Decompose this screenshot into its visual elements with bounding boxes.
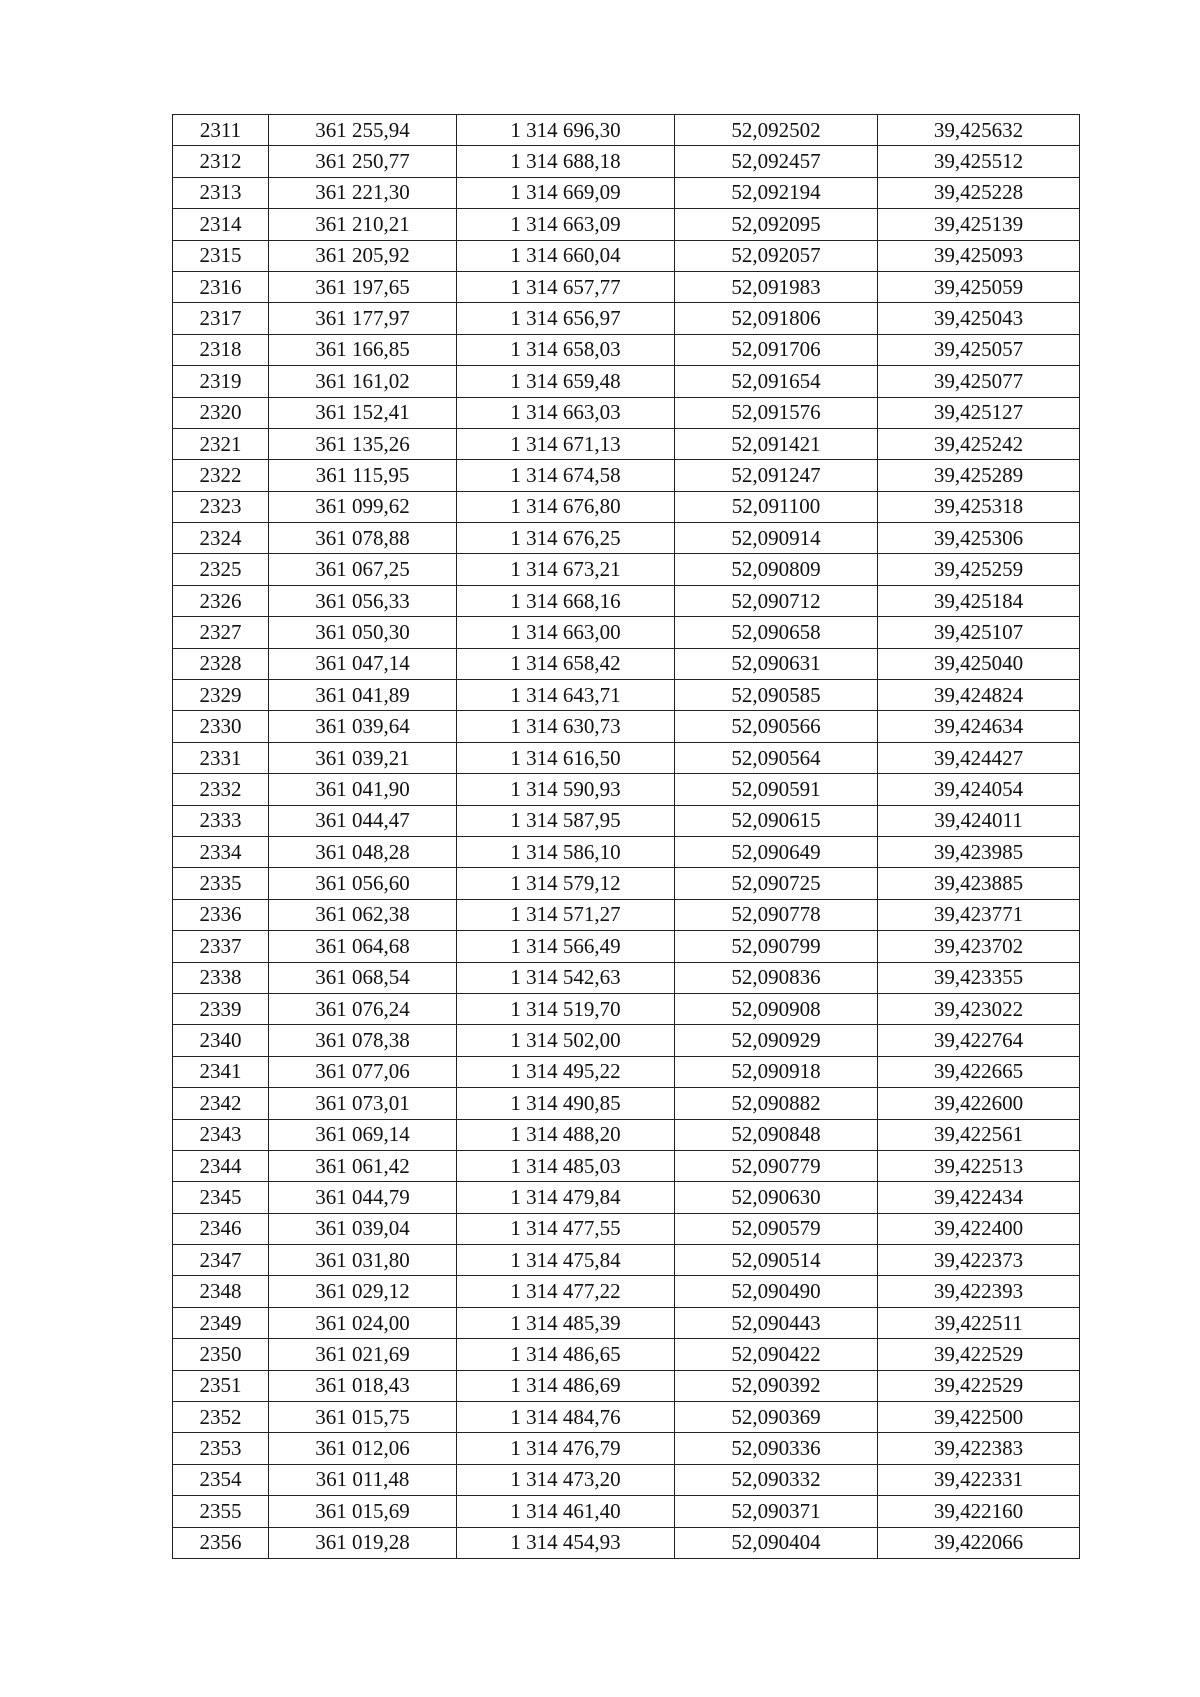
y-coordinate-cell: 1 314 485,03 — [457, 1150, 675, 1181]
table-row — [173, 1025, 1080, 1056]
table-row — [173, 1496, 1080, 1527]
longitude-cell: 39,424634 — [878, 711, 1080, 742]
point-number-cell: 2335 — [173, 868, 269, 899]
y-coordinate-cell: 1 314 616,50 — [457, 742, 675, 773]
point-number-cell: 2338 — [173, 962, 269, 993]
latitude-cell: 52,090649 — [675, 836, 878, 867]
x-coordinate-cell: 361 166,85 — [269, 334, 457, 365]
longitude-cell: 39,424824 — [878, 680, 1080, 711]
x-coordinate-cell: 361 177,97 — [269, 303, 457, 334]
longitude-cell: 39,425259 — [878, 554, 1080, 585]
point-number-cell: 2346 — [173, 1213, 269, 1244]
y-coordinate-cell: 1 314 488,20 — [457, 1119, 675, 1150]
table-row — [173, 146, 1080, 177]
y-coordinate-cell: 1 314 657,77 — [457, 271, 675, 302]
longitude-cell: 39,422373 — [878, 1245, 1080, 1276]
point-number-cell: 2328 — [173, 648, 269, 679]
point-number-cell: 2323 — [173, 491, 269, 522]
x-coordinate-cell: 361 044,79 — [269, 1182, 457, 1213]
latitude-cell: 52,091806 — [675, 303, 878, 334]
table-row — [173, 460, 1080, 491]
longitude-cell: 39,423885 — [878, 868, 1080, 899]
latitude-cell: 52,091983 — [675, 271, 878, 302]
point-number-cell: 2343 — [173, 1119, 269, 1150]
x-coordinate-cell: 361 135,26 — [269, 428, 457, 459]
table-row — [173, 1182, 1080, 1213]
point-number-cell: 2339 — [173, 993, 269, 1024]
longitude-cell: 39,423702 — [878, 931, 1080, 962]
y-coordinate-cell: 1 314 696,30 — [457, 115, 675, 146]
x-coordinate-cell: 361 061,42 — [269, 1150, 457, 1181]
longitude-cell: 39,424427 — [878, 742, 1080, 773]
y-coordinate-cell: 1 314 490,85 — [457, 1088, 675, 1119]
longitude-cell: 39,425043 — [878, 303, 1080, 334]
x-coordinate-cell: 361 078,88 — [269, 523, 457, 554]
point-number-cell: 2354 — [173, 1464, 269, 1495]
longitude-cell: 39,425289 — [878, 460, 1080, 491]
longitude-cell: 39,425059 — [878, 271, 1080, 302]
point-number-cell: 2352 — [173, 1402, 269, 1433]
longitude-cell: 39,422331 — [878, 1464, 1080, 1495]
table-row — [173, 115, 1080, 146]
table-row — [173, 836, 1080, 867]
longitude-cell: 39,425318 — [878, 491, 1080, 522]
latitude-cell: 52,090585 — [675, 680, 878, 711]
y-coordinate-cell: 1 314 668,16 — [457, 585, 675, 616]
longitude-cell: 39,425057 — [878, 334, 1080, 365]
point-number-cell: 2321 — [173, 428, 269, 459]
table-row — [173, 491, 1080, 522]
longitude-cell: 39,425077 — [878, 366, 1080, 397]
x-coordinate-cell: 361 015,69 — [269, 1496, 457, 1527]
table-row — [173, 993, 1080, 1024]
point-number-cell: 2356 — [173, 1527, 269, 1558]
latitude-cell: 52,090404 — [675, 1527, 878, 1558]
coordinates-table-body — [173, 115, 1080, 1559]
point-number-cell: 2344 — [173, 1150, 269, 1181]
table-row — [173, 742, 1080, 773]
longitude-cell: 39,424011 — [878, 805, 1080, 836]
point-number-cell: 2345 — [173, 1182, 269, 1213]
y-coordinate-cell: 1 314 676,25 — [457, 523, 675, 554]
table-row — [173, 1307, 1080, 1338]
x-coordinate-cell: 361 210,21 — [269, 209, 457, 240]
table-row — [173, 962, 1080, 993]
point-number-cell: 2334 — [173, 836, 269, 867]
longitude-cell: 39,425228 — [878, 177, 1080, 208]
x-coordinate-cell: 361 115,95 — [269, 460, 457, 491]
longitude-cell: 39,422383 — [878, 1433, 1080, 1464]
y-coordinate-cell: 1 314 673,21 — [457, 554, 675, 585]
latitude-cell: 52,090392 — [675, 1370, 878, 1401]
latitude-cell: 52,090712 — [675, 585, 878, 616]
latitude-cell: 52,090658 — [675, 617, 878, 648]
table-row — [173, 648, 1080, 679]
x-coordinate-cell: 361 255,94 — [269, 115, 457, 146]
latitude-cell: 52,090779 — [675, 1150, 878, 1181]
y-coordinate-cell: 1 314 656,97 — [457, 303, 675, 334]
y-coordinate-cell: 1 314 473,20 — [457, 1464, 675, 1495]
x-coordinate-cell: 361 205,92 — [269, 240, 457, 271]
table-row — [173, 177, 1080, 208]
longitude-cell: 39,425184 — [878, 585, 1080, 616]
point-number-cell: 2322 — [173, 460, 269, 491]
longitude-cell: 39,425306 — [878, 523, 1080, 554]
longitude-cell: 39,422529 — [878, 1370, 1080, 1401]
longitude-cell: 39,422393 — [878, 1276, 1080, 1307]
y-coordinate-cell: 1 314 663,03 — [457, 397, 675, 428]
latitude-cell: 52,090908 — [675, 993, 878, 1024]
y-coordinate-cell: 1 314 502,00 — [457, 1025, 675, 1056]
table-row — [173, 680, 1080, 711]
table-row — [173, 931, 1080, 962]
x-coordinate-cell: 361 039,64 — [269, 711, 457, 742]
table-row — [173, 1370, 1080, 1401]
latitude-cell: 52,092194 — [675, 177, 878, 208]
y-coordinate-cell: 1 314 674,58 — [457, 460, 675, 491]
point-number-cell: 2351 — [173, 1370, 269, 1401]
longitude-cell: 39,424054 — [878, 774, 1080, 805]
latitude-cell: 52,092457 — [675, 146, 878, 177]
table-row — [173, 1527, 1080, 1558]
point-number-cell: 2314 — [173, 209, 269, 240]
y-coordinate-cell: 1 314 477,55 — [457, 1213, 675, 1244]
table-row — [173, 899, 1080, 930]
longitude-cell: 39,425632 — [878, 115, 1080, 146]
latitude-cell: 52,090369 — [675, 1402, 878, 1433]
y-coordinate-cell: 1 314 477,22 — [457, 1276, 675, 1307]
latitude-cell: 52,090332 — [675, 1464, 878, 1495]
point-number-cell: 2353 — [173, 1433, 269, 1464]
y-coordinate-cell: 1 314 671,13 — [457, 428, 675, 459]
table-row — [173, 1276, 1080, 1307]
latitude-cell: 52,092057 — [675, 240, 878, 271]
x-coordinate-cell: 361 050,30 — [269, 617, 457, 648]
x-coordinate-cell: 361 041,90 — [269, 774, 457, 805]
table-row — [173, 1433, 1080, 1464]
longitude-cell: 39,423771 — [878, 899, 1080, 930]
x-coordinate-cell: 361 021,69 — [269, 1339, 457, 1370]
table-row — [173, 1150, 1080, 1181]
table-row — [173, 1088, 1080, 1119]
table-row — [173, 1402, 1080, 1433]
table-row — [173, 334, 1080, 365]
latitude-cell: 52,090579 — [675, 1213, 878, 1244]
latitude-cell: 52,090914 — [675, 523, 878, 554]
point-number-cell: 2330 — [173, 711, 269, 742]
longitude-cell: 39,422511 — [878, 1307, 1080, 1338]
y-coordinate-cell: 1 314 479,84 — [457, 1182, 675, 1213]
table-row — [173, 303, 1080, 334]
x-coordinate-cell: 361 015,75 — [269, 1402, 457, 1433]
x-coordinate-cell: 361 069,14 — [269, 1119, 457, 1150]
x-coordinate-cell: 361 012,06 — [269, 1433, 457, 1464]
table-row — [173, 868, 1080, 899]
x-coordinate-cell: 361 048,28 — [269, 836, 457, 867]
longitude-cell: 39,423985 — [878, 836, 1080, 867]
longitude-cell: 39,422400 — [878, 1213, 1080, 1244]
latitude-cell: 52,091654 — [675, 366, 878, 397]
point-number-cell: 2311 — [173, 115, 269, 146]
longitude-cell: 39,425139 — [878, 209, 1080, 240]
x-coordinate-cell: 361 077,06 — [269, 1056, 457, 1087]
y-coordinate-cell: 1 314 688,18 — [457, 146, 675, 177]
x-coordinate-cell: 361 039,04 — [269, 1213, 457, 1244]
latitude-cell: 52,090422 — [675, 1339, 878, 1370]
y-coordinate-cell: 1 314 587,95 — [457, 805, 675, 836]
y-coordinate-cell: 1 314 486,65 — [457, 1339, 675, 1370]
y-coordinate-cell: 1 314 579,12 — [457, 868, 675, 899]
point-number-cell: 2318 — [173, 334, 269, 365]
longitude-cell: 39,422600 — [878, 1088, 1080, 1119]
y-coordinate-cell: 1 314 658,03 — [457, 334, 675, 365]
longitude-cell: 39,425093 — [878, 240, 1080, 271]
x-coordinate-cell: 361 018,43 — [269, 1370, 457, 1401]
x-coordinate-cell: 361 250,77 — [269, 146, 457, 177]
table-row — [173, 366, 1080, 397]
y-coordinate-cell: 1 314 484,76 — [457, 1402, 675, 1433]
latitude-cell: 52,090336 — [675, 1433, 878, 1464]
point-number-cell: 2331 — [173, 742, 269, 773]
point-number-cell: 2355 — [173, 1496, 269, 1527]
table-row — [173, 1464, 1080, 1495]
latitude-cell: 52,091247 — [675, 460, 878, 491]
y-coordinate-cell: 1 314 586,10 — [457, 836, 675, 867]
table-row — [173, 1339, 1080, 1370]
table-row — [173, 523, 1080, 554]
x-coordinate-cell: 361 039,21 — [269, 742, 457, 773]
latitude-cell: 52,091421 — [675, 428, 878, 459]
latitude-cell: 52,090490 — [675, 1276, 878, 1307]
x-coordinate-cell: 361 221,30 — [269, 177, 457, 208]
latitude-cell: 52,091706 — [675, 334, 878, 365]
x-coordinate-cell: 361 161,02 — [269, 366, 457, 397]
point-number-cell: 2324 — [173, 523, 269, 554]
y-coordinate-cell: 1 314 461,40 — [457, 1496, 675, 1527]
y-coordinate-cell: 1 314 519,70 — [457, 993, 675, 1024]
y-coordinate-cell: 1 314 660,04 — [457, 240, 675, 271]
x-coordinate-cell: 361 062,38 — [269, 899, 457, 930]
table-row — [173, 1056, 1080, 1087]
longitude-cell: 39,425107 — [878, 617, 1080, 648]
point-number-cell: 2327 — [173, 617, 269, 648]
y-coordinate-cell: 1 314 590,93 — [457, 774, 675, 805]
point-number-cell: 2317 — [173, 303, 269, 334]
longitude-cell: 39,422561 — [878, 1119, 1080, 1150]
x-coordinate-cell: 361 067,25 — [269, 554, 457, 585]
x-coordinate-cell: 361 197,65 — [269, 271, 457, 302]
longitude-cell: 39,422066 — [878, 1527, 1080, 1558]
latitude-cell: 52,090514 — [675, 1245, 878, 1276]
x-coordinate-cell: 361 044,47 — [269, 805, 457, 836]
x-coordinate-cell: 361 019,28 — [269, 1527, 457, 1558]
y-coordinate-cell: 1 314 630,73 — [457, 711, 675, 742]
table-row — [173, 428, 1080, 459]
point-number-cell: 2341 — [173, 1056, 269, 1087]
latitude-cell: 52,090371 — [675, 1496, 878, 1527]
x-coordinate-cell: 361 068,54 — [269, 962, 457, 993]
x-coordinate-cell: 361 073,01 — [269, 1088, 457, 1119]
y-coordinate-cell: 1 314 485,39 — [457, 1307, 675, 1338]
longitude-cell: 39,422500 — [878, 1402, 1080, 1433]
table-row — [173, 240, 1080, 271]
latitude-cell: 52,090809 — [675, 554, 878, 585]
latitude-cell: 52,090591 — [675, 774, 878, 805]
y-coordinate-cell: 1 314 663,09 — [457, 209, 675, 240]
latitude-cell: 52,090799 — [675, 931, 878, 962]
y-coordinate-cell: 1 314 571,27 — [457, 899, 675, 930]
x-coordinate-cell: 361 099,62 — [269, 491, 457, 522]
point-number-cell: 2340 — [173, 1025, 269, 1056]
point-number-cell: 2342 — [173, 1088, 269, 1119]
table-row — [173, 774, 1080, 805]
y-coordinate-cell: 1 314 475,84 — [457, 1245, 675, 1276]
longitude-cell: 39,425040 — [878, 648, 1080, 679]
point-number-cell: 2333 — [173, 805, 269, 836]
latitude-cell: 52,090918 — [675, 1056, 878, 1087]
longitude-cell: 39,425127 — [878, 397, 1080, 428]
x-coordinate-cell: 361 047,14 — [269, 648, 457, 679]
latitude-cell: 52,090564 — [675, 742, 878, 773]
point-number-cell: 2347 — [173, 1245, 269, 1276]
latitude-cell: 52,090848 — [675, 1119, 878, 1150]
y-coordinate-cell: 1 314 566,49 — [457, 931, 675, 962]
table-row — [173, 1245, 1080, 1276]
y-coordinate-cell: 1 314 663,00 — [457, 617, 675, 648]
point-number-cell: 2316 — [173, 271, 269, 302]
latitude-cell: 52,092502 — [675, 115, 878, 146]
x-coordinate-cell: 361 152,41 — [269, 397, 457, 428]
x-coordinate-cell: 361 041,89 — [269, 680, 457, 711]
y-coordinate-cell: 1 314 476,79 — [457, 1433, 675, 1464]
table-row — [173, 209, 1080, 240]
x-coordinate-cell: 361 076,24 — [269, 993, 457, 1024]
longitude-cell: 39,422764 — [878, 1025, 1080, 1056]
table-row — [173, 397, 1080, 428]
y-coordinate-cell: 1 314 454,93 — [457, 1527, 675, 1558]
longitude-cell: 39,422529 — [878, 1339, 1080, 1370]
x-coordinate-cell: 361 031,80 — [269, 1245, 457, 1276]
y-coordinate-cell: 1 314 486,69 — [457, 1370, 675, 1401]
table-row — [173, 1213, 1080, 1244]
table-row — [173, 554, 1080, 585]
latitude-cell: 52,090778 — [675, 899, 878, 930]
point-number-cell: 2337 — [173, 931, 269, 962]
y-coordinate-cell: 1 314 659,48 — [457, 366, 675, 397]
longitude-cell: 39,422160 — [878, 1496, 1080, 1527]
longitude-cell: 39,423355 — [878, 962, 1080, 993]
point-number-cell: 2336 — [173, 899, 269, 930]
table-row — [173, 617, 1080, 648]
point-number-cell: 2312 — [173, 146, 269, 177]
y-coordinate-cell: 1 314 669,09 — [457, 177, 675, 208]
point-number-cell: 2313 — [173, 177, 269, 208]
latitude-cell: 52,091100 — [675, 491, 878, 522]
latitude-cell: 52,090630 — [675, 1182, 878, 1213]
longitude-cell: 39,422513 — [878, 1150, 1080, 1181]
point-number-cell: 2315 — [173, 240, 269, 271]
latitude-cell: 52,090725 — [675, 868, 878, 899]
x-coordinate-cell: 361 029,12 — [269, 1276, 457, 1307]
y-coordinate-cell: 1 314 643,71 — [457, 680, 675, 711]
latitude-cell: 52,090566 — [675, 711, 878, 742]
longitude-cell: 39,422434 — [878, 1182, 1080, 1213]
latitude-cell: 52,090882 — [675, 1088, 878, 1119]
y-coordinate-cell: 1 314 676,80 — [457, 491, 675, 522]
latitude-cell: 52,090929 — [675, 1025, 878, 1056]
x-coordinate-cell: 361 011,48 — [269, 1464, 457, 1495]
point-number-cell: 2350 — [173, 1339, 269, 1370]
longitude-cell: 39,423022 — [878, 993, 1080, 1024]
latitude-cell: 52,090631 — [675, 648, 878, 679]
table-row — [173, 271, 1080, 302]
x-coordinate-cell: 361 064,68 — [269, 931, 457, 962]
latitude-cell: 52,090443 — [675, 1307, 878, 1338]
point-number-cell: 2319 — [173, 366, 269, 397]
point-number-cell: 2348 — [173, 1276, 269, 1307]
point-number-cell: 2325 — [173, 554, 269, 585]
latitude-cell: 52,090836 — [675, 962, 878, 993]
latitude-cell: 52,092095 — [675, 209, 878, 240]
point-number-cell: 2349 — [173, 1307, 269, 1338]
coordinates-table — [172, 114, 1080, 1559]
y-coordinate-cell: 1 314 542,63 — [457, 962, 675, 993]
table-row — [173, 805, 1080, 836]
latitude-cell: 52,090615 — [675, 805, 878, 836]
x-coordinate-cell: 361 056,60 — [269, 868, 457, 899]
x-coordinate-cell: 361 024,00 — [269, 1307, 457, 1338]
y-coordinate-cell: 1 314 495,22 — [457, 1056, 675, 1087]
longitude-cell: 39,425242 — [878, 428, 1080, 459]
point-number-cell: 2332 — [173, 774, 269, 805]
point-number-cell: 2329 — [173, 680, 269, 711]
longitude-cell: 39,422665 — [878, 1056, 1080, 1087]
table-row — [173, 711, 1080, 742]
table-row — [173, 585, 1080, 616]
longitude-cell: 39,425512 — [878, 146, 1080, 177]
y-coordinate-cell: 1 314 658,42 — [457, 648, 675, 679]
latitude-cell: 52,091576 — [675, 397, 878, 428]
x-coordinate-cell: 361 078,38 — [269, 1025, 457, 1056]
point-number-cell: 2326 — [173, 585, 269, 616]
point-number-cell: 2320 — [173, 397, 269, 428]
x-coordinate-cell: 361 056,33 — [269, 585, 457, 616]
table-row — [173, 1119, 1080, 1150]
